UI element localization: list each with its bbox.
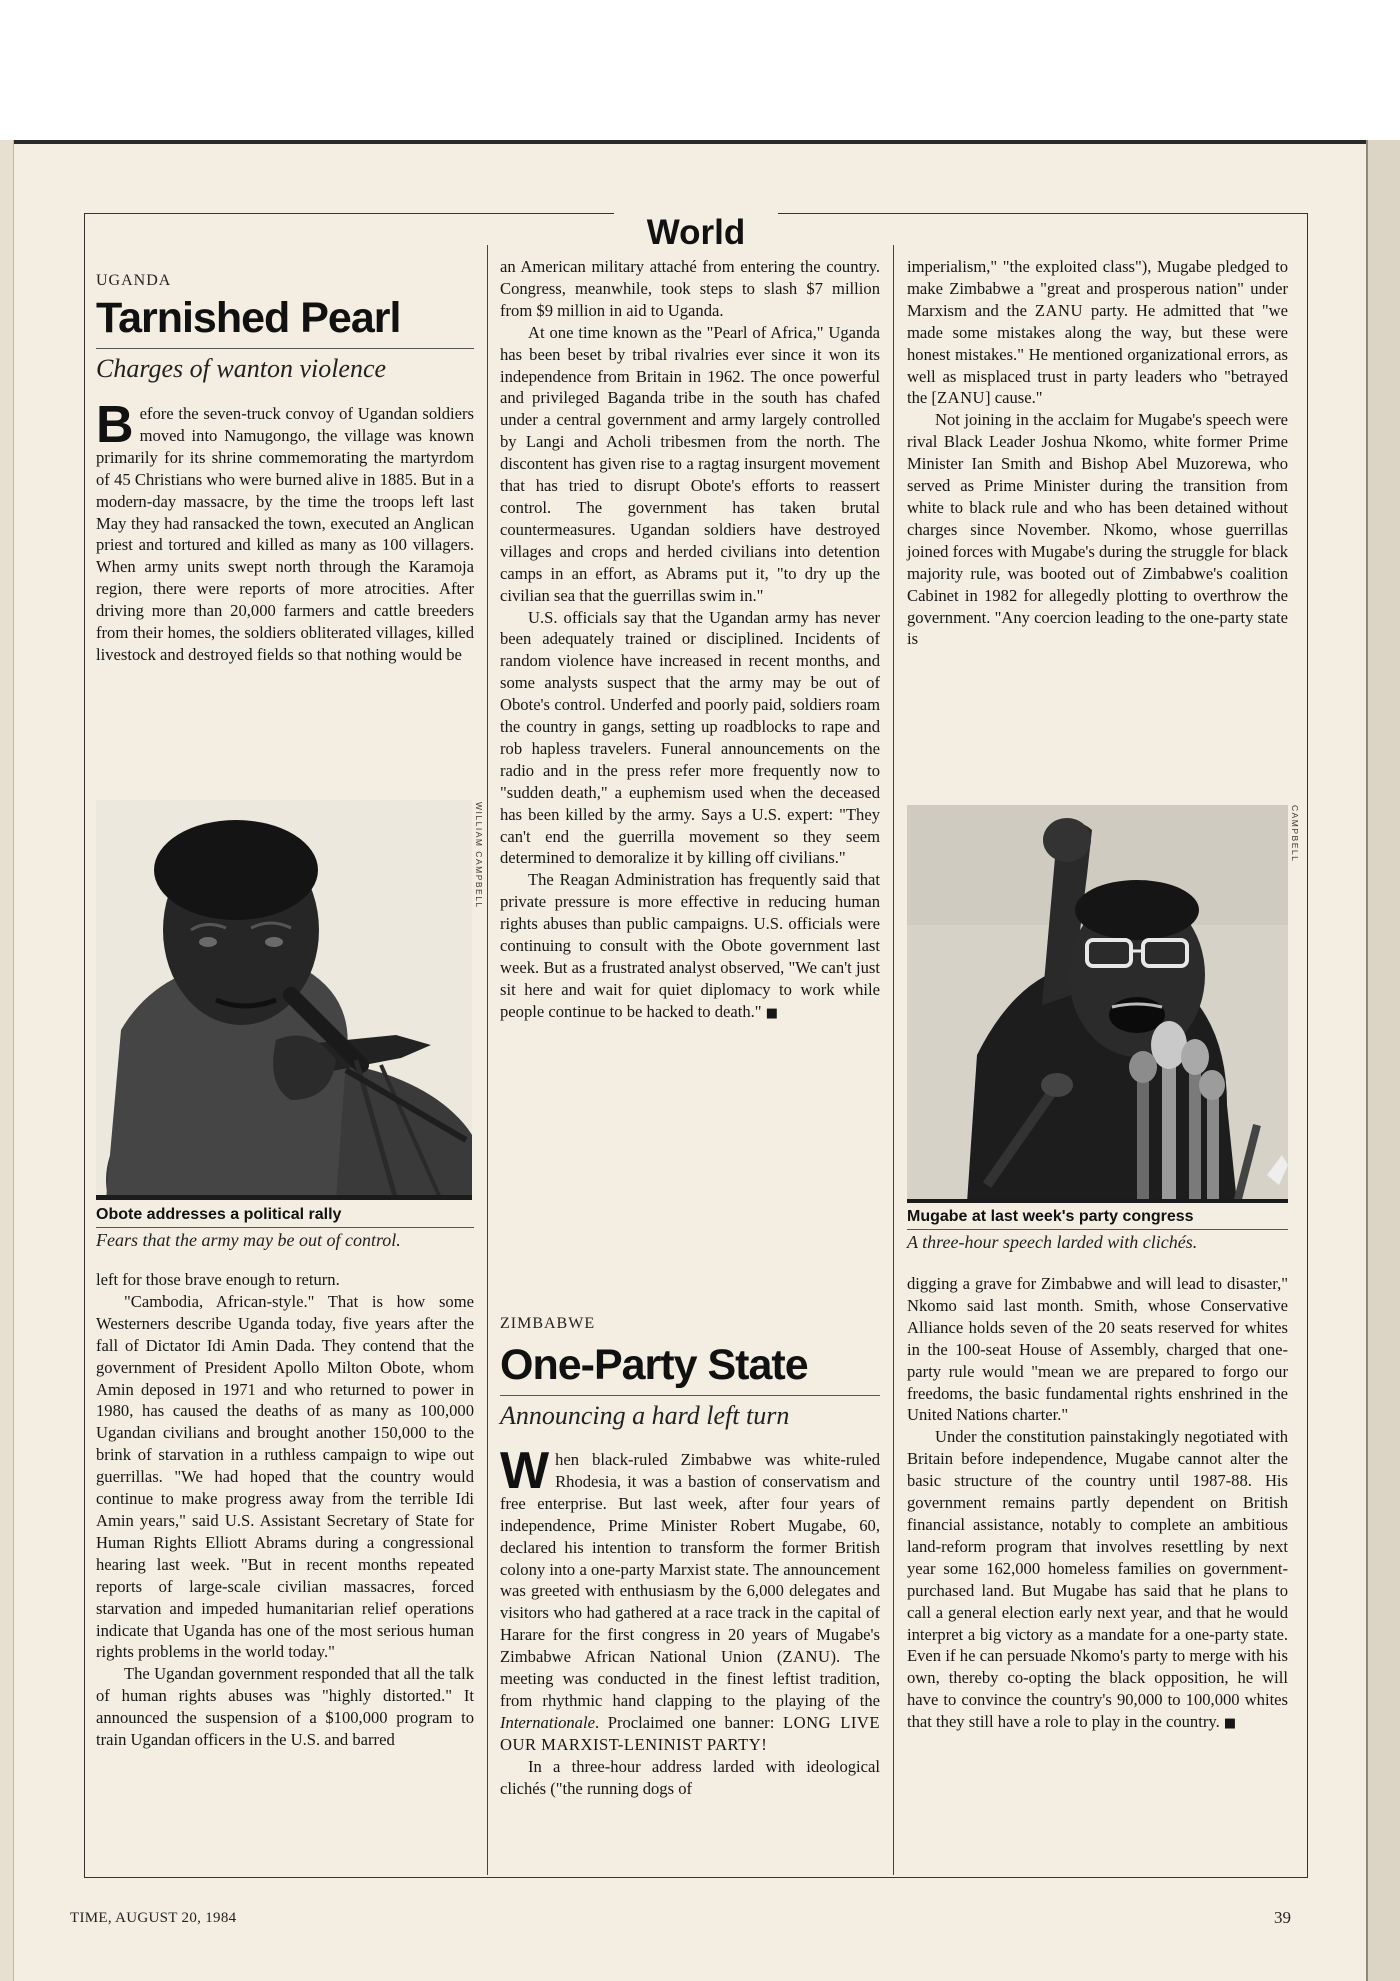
banner-text: LONG LIVE OUR MARXIST-LENINIST PARTY! bbox=[500, 1712, 880, 1754]
end-mark: ■ bbox=[1223, 1716, 1237, 1732]
article-uganda-body-part2 bbox=[96, 1269, 474, 1751]
article-uganda-header bbox=[96, 272, 474, 385]
paragraph-text: Under the constitution painstakingly negotiated with Britain before independence, Mugabe cannot alter the basic structure of the country until 1987-88. His government remains partly dependent on British financial assistance, notably to complete an ambitious land-reform program that involves resettling by next year some 162,000 homeless families on government-purchased land. But Mugabe has said that he plans to call a general election early next year, and that he would interpret a big victory as a mandate for a one-party state. Even if he can persuade Nkomo's party to merge with his own, thereby co-opting the black opposition, he will have to convince the country's 90,000 to 100,000 whites that they still have a role to play in the country. bbox=[907, 1427, 1288, 1732]
article-zimbabwe-body-part1 bbox=[500, 1442, 880, 1800]
mugabe-photo-image bbox=[907, 805, 1288, 1203]
caption-title: Mugabe at last week's party congress bbox=[907, 1208, 1194, 1225]
end-mark: ■ bbox=[765, 1005, 779, 1021]
section-title: World bbox=[646, 213, 746, 252]
article-kicker: UGANDA bbox=[96, 272, 172, 289]
paragraph-text: ] cause." bbox=[985, 388, 1043, 408]
obote-photo-image bbox=[96, 800, 472, 1200]
page-number: 39 bbox=[1274, 1908, 1291, 1927]
article-zimbabwe-header bbox=[500, 1315, 880, 1432]
paragraph: Not joining in the acclaim for Mugabe's speech were rival Black Leader Joshua Nkomo, white former Prime Minister Ian Smith and Bishop Abel Muzorewa, who served as Prime Minister during the transition from white to black rule and who has been detained without charges since November. Nkomo, whose guerrillas joined forces with Mugabe's during the struggle for black majority rule, was booted out of Zimbabwe's coalition Cabinet in 1982 for allegedly plotting to overthrow the government. "Any coercion leading to the one-party state is bbox=[907, 410, 1288, 649]
paragraph-text: ZANU bbox=[1034, 300, 1083, 320]
caption-text: A three-hour speech larded with clichés. bbox=[907, 1232, 1198, 1252]
article-uganda-body-part3 bbox=[500, 256, 880, 1025]
photo-credit: CAMPBELL bbox=[1290, 805, 1300, 863]
paragraph: digging a grave for Zimbabwe and will lead to disaster," Nkomo said last month. Smith, whose Conservative Alliance holds seven of the 20 seats reserved for whites in the 100-seat House of Assembly, charged that one-party rule would "mean we are prepared to forgo our freedoms, the basic fundamental rights enshrined in the United Nations charter." bbox=[907, 1274, 1288, 1425]
paragraph: U.S. officials say that the Ugandan army has never been adequately trained or disciplined. Incidents of random violence have increased in recent months, and some analysts suspect that the army may be out of Obote's control. Underfed and poorly paid, soldiers roam the country in gangs, setting up roadblocks to rape and rob hapless travelers. Funeral announcements on the radio and in the press refer more frequently now to "sudden death," a euphemism used when the deceased has been killed by the army. Says a U.S. expert: "They can't end the guerrilla movement so they seem determined to demoralize it by killing off civilians." bbox=[500, 607, 880, 868]
paragraph-text: . Proclaimed one banner: bbox=[594, 1712, 783, 1732]
paragraph: left for those brave enough to return. bbox=[96, 1270, 340, 1289]
column-rule-1 bbox=[487, 245, 488, 1875]
mugabe-photo bbox=[907, 805, 1288, 1203]
obote-caption bbox=[96, 1206, 474, 1251]
paragraph: At one time known as the "Pearl of Africa," Uganda has been beset by tribal rivalries ever since it won its independence from Britain in 1962. The once powerful and privileged Baganda tribe in the south has chafed under a central government and army largely controlled by Langi and Acholi tribesmen from the north. The discontent has given rise to a ragtag insurgent movement that has tried to disrupt Obote's efforts to reassert control. The government has taken brutal countermeasures. Ugandan soldiers have destroyed villages and crops and herded civilians into detention camps in an effort, as Abrams put it, "to dry up the civilian sea that the guerrillas swim in." bbox=[500, 322, 880, 605]
frame-top-rule-right bbox=[778, 213, 1308, 214]
article-deck: Announcing a hard left turn bbox=[500, 1401, 790, 1430]
photo-credit: WILLIAM CAMPBELL bbox=[474, 802, 484, 909]
caption-rule bbox=[907, 1229, 1288, 1230]
paragraph-text: ZANU bbox=[782, 1647, 831, 1667]
binding-edge-left bbox=[0, 140, 14, 1981]
obote-photo bbox=[96, 800, 472, 1200]
drop-cap: B bbox=[96, 396, 134, 454]
paragraph-text: hen black-ruled Zimbabwe was white-ruled Rhodesia, it was a bastion of conservatism and free enterprise. But last week, after four years of independence, Prime Minister Robert Mugabe, 60, declared his intention to transform the former British colony into a one-party Marxist state. The announcement was greeted with enthusiasm by the 6,000 delegates and visitors who had gathered at a race track in the capital of Harare for the first congress in 20 years of Mugabe's Zimbabwe African National Union ( bbox=[500, 1450, 880, 1667]
paragraph-text: imperialism," "the exploited class"), Mugabe pledged to make Zimbabwe a "great and prosperous nation" under Marxism and the bbox=[907, 257, 1288, 320]
paragraph-text: The Reagan Administration has frequently said that private pressure is more effective in reducing human rights abuses than public campaigns. U.S. officials were continuing to consult with the Obote government last week. But as a frustrated analyst observed, "We can't just sit here and wait for quiet diplomacy to work while people continue to be hacked to death." bbox=[500, 870, 880, 1021]
paragraph bbox=[500, 869, 880, 1024]
article-zimbabwe-body-part2 bbox=[907, 256, 1288, 650]
paragraph-text: ). The meeting was conducted in the finest leftist tradition, from rhythmic hand clapping to the playing of the bbox=[500, 1647, 880, 1710]
column-rule-2 bbox=[893, 245, 894, 1875]
article-uganda-body-part1 bbox=[96, 396, 474, 666]
paragraph: "Cambodia, African-style." That is how some Westerners describe Uganda today, five years after the fall of Dictator Idi Amin Dada. They contend that the government of President Apollo Milton Obote, whom Amin deposed in 1971 and who returned to power in 1980, has caused the deaths of as many as 100,000 Ugandan civilians and brought another 150,000 to the brink of starvation in a ruthless campaign to wipe out guerrillas. "We had hoped that the country would continue to make progress away from the terrible Idi Amin years," said U.S. Assistant Secretary of State for Human Rights Elliott Abrams during a congressional hearing last week. "But in recent months repeated reports of large-scale civilian massacres, forced starvation and impeded humanitarian relief operations indicate that Uganda has one of the most serious human rights problems in the world today." bbox=[96, 1291, 474, 1662]
mugabe-caption bbox=[907, 1208, 1288, 1253]
paragraph-text: efore the seven-truck convoy of Ugandan soldiers moved into Namugongo, the village was known primarily for its shrine commemorating the martyrdom of 45 Christians who were burned alive in 1885. But in a modern-day massacre, by the time the troops left last May they had ransacked the town, executed an Anglican priest and tortured and killed as many as 100 villagers. When army units swept north through the Karamoja region, there were reports of more atrocities. After driving more than 20,000 farmers and cattle breeders from their homes, the soldiers obliterated villages, killed livestock and destroyed fields so that nothing would be bbox=[96, 404, 474, 664]
footer-issue-date: TIME, AUGUST 20, 1984 bbox=[70, 1910, 237, 1926]
paragraph-text: Internationale bbox=[500, 1712, 595, 1732]
scan-background-top bbox=[0, 0, 1400, 140]
article-deck: Charges of wanton violence bbox=[96, 354, 387, 383]
paragraph: The Ugandan government responded that all the talk of human rights abuses was "highly distorted." It announced the suspension of a $100,000 program to train Ugandan officers in the U.S. and barred bbox=[96, 1664, 474, 1750]
headline-rule bbox=[96, 348, 474, 349]
article-headline: Tarnished Pearl bbox=[96, 294, 401, 342]
caption-title: Obote addresses a political rally bbox=[96, 1206, 342, 1223]
paragraph-text: ZANU bbox=[936, 388, 986, 408]
frame-top-rule-left bbox=[84, 213, 614, 214]
paragraph bbox=[96, 396, 474, 666]
article-kicker: ZIMBABWE bbox=[500, 1315, 596, 1332]
page-edge-right bbox=[1366, 140, 1400, 1981]
article-zimbabwe-body-part3 bbox=[907, 1273, 1288, 1735]
paragraph-text: party. He admitted that "we made some mistakes along the way, but these were honest mistakes." He mentioned organizational errors, as well as misplaced trust in party leaders who "betrayed the [ bbox=[907, 300, 1288, 408]
paragraph bbox=[907, 1426, 1288, 1735]
headline-rule bbox=[500, 1395, 880, 1396]
caption-rule bbox=[96, 1227, 474, 1228]
paragraph bbox=[907, 256, 1288, 409]
paragraph: an American military attaché from entering the country. Congress, meanwhile, took steps to slash $7 million from $9 million in aid to Uganda. bbox=[500, 257, 880, 320]
caption-text: Fears that the army may be out of control. bbox=[96, 1230, 401, 1250]
article-headline: One-Party State bbox=[500, 1341, 808, 1389]
paragraph bbox=[500, 1442, 880, 1756]
drop-cap: W bbox=[500, 1442, 550, 1500]
paragraph: In a three-hour address larded with ideological clichés ("the running dogs of bbox=[500, 1756, 880, 1798]
